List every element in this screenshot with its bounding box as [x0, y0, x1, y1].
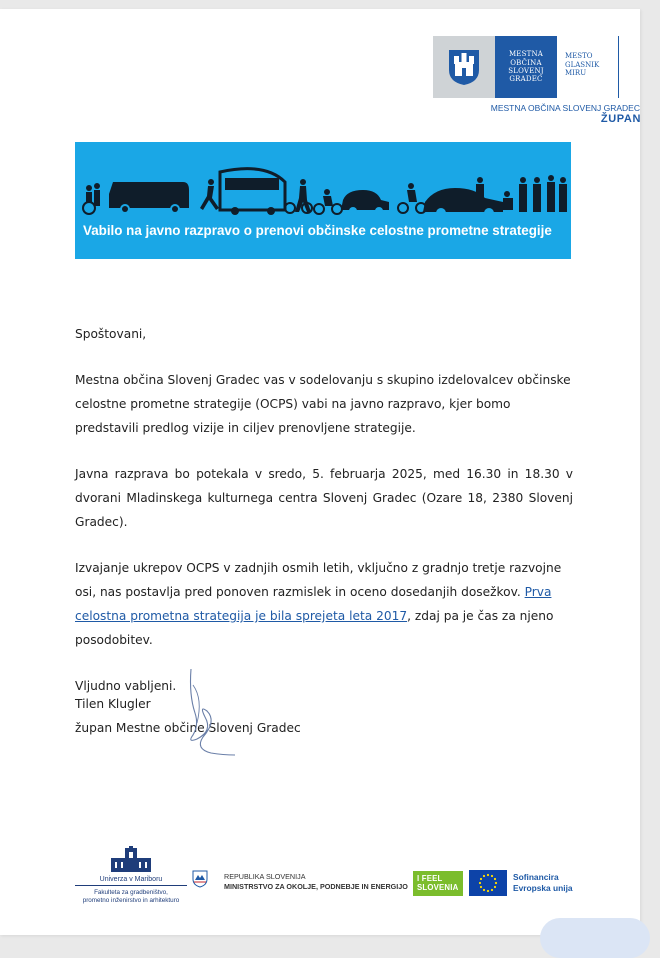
university-building-icon [111, 846, 151, 872]
slogan-line: MESTO [565, 52, 593, 60]
traffic-silhouettes-image [75, 142, 571, 259]
slovenia-coat-of-arms-icon [192, 870, 208, 888]
role-label: ŽUPAN [600, 113, 641, 125]
strategy-2017-link[interactable]: Prva celostna prometna strategija je bila sprejeta leta 2017 [75, 585, 552, 623]
coat-of-arms-icon [433, 36, 495, 98]
eu-cofunding-text [513, 872, 573, 894]
logo-line: OBČINA [510, 58, 542, 67]
eu-flag-icon [469, 870, 507, 896]
university-logo [75, 846, 187, 904]
eu-line: Evropska unija [513, 883, 573, 893]
faculty-name-line: Fakulteta za gradbeništvo, [94, 889, 168, 896]
paragraph-intro: Mestna občina Slovenj Gradec vas v sodelovanju s skupino izdelovalcev občinske celostne prometne strategije (OCPS) vabi na javno razpravo, kjer bomo predstavili predlog vizije in ciljev prenovljene strategije. [75, 373, 571, 435]
signer-title: župan Mestne občine Slovenj Gradec [75, 721, 301, 735]
university-name: Univerza v Mariboru [99, 876, 163, 883]
ministry-logo-text [224, 872, 408, 892]
logo-line: SLOVENJ [508, 67, 544, 75]
slogan-line: MIRU [565, 69, 587, 78]
slogan-line: GLASNIK [565, 60, 600, 69]
republic-name: REPUBLIKA SLOVENIJA [224, 872, 306, 881]
eu-line: Sofinancira [513, 872, 559, 882]
paragraph-context [75, 556, 573, 652]
faculty-name-line: prometno inženirstvo in arhitekturo [82, 896, 180, 904]
ifeel-line: SLOVENIA [417, 883, 459, 892]
paragraph-context-end: , zdaj pa je čas za njeno posodobitev. [75, 609, 554, 647]
municipality-name: MESTNA OBČINA SLOVENJ GRADEC [490, 103, 640, 113]
i-feel-slovenia-logo [413, 871, 463, 896]
municipality-logo [433, 36, 620, 98]
ministry-name: MINISTRSTVO ZA OKOLJE, PODNEBJE IN ENERGIJO [224, 882, 408, 891]
logo-wordmark [495, 36, 557, 98]
handwritten-signature [183, 665, 243, 760]
logo-slogan [565, 52, 599, 78]
paragraph-context-text: Izvajanje ukrepov OCPS v zadnjih osmih letih, vključno z gradnjo tretje razvojne osi, nas postavlja pred ponoven razmislek in oceno dosedanjih dosežkov. [75, 561, 562, 599]
letter-body [75, 322, 573, 720]
invitation-banner [75, 142, 571, 259]
university-divider [75, 885, 187, 886]
logo-line: GRADEC [509, 75, 543, 84]
signer-name: Tilen Klugler [75, 697, 151, 711]
closing: Vljudno vabljeni. [75, 679, 177, 693]
banner-title: Vabilo na javno razpravo o prenovi občinske celostne prometne strategije [83, 223, 552, 238]
floating-action-button[interactable] [540, 918, 650, 958]
ifeel-line: I FEEL [417, 874, 443, 883]
paragraph-event: Javna razprava bo potekala v sredo, 5. februarja 2025, med 16.30 in 18.30 v dvorani Mladinskega kulturnega centra Slovenj Gradec (Ozare 18, 2380 Slovenj Gradec). [75, 467, 573, 529]
logo-line: MESTNA [508, 50, 544, 59]
logo-divider [618, 36, 619, 98]
greeting: Spoštovani, [75, 327, 147, 341]
